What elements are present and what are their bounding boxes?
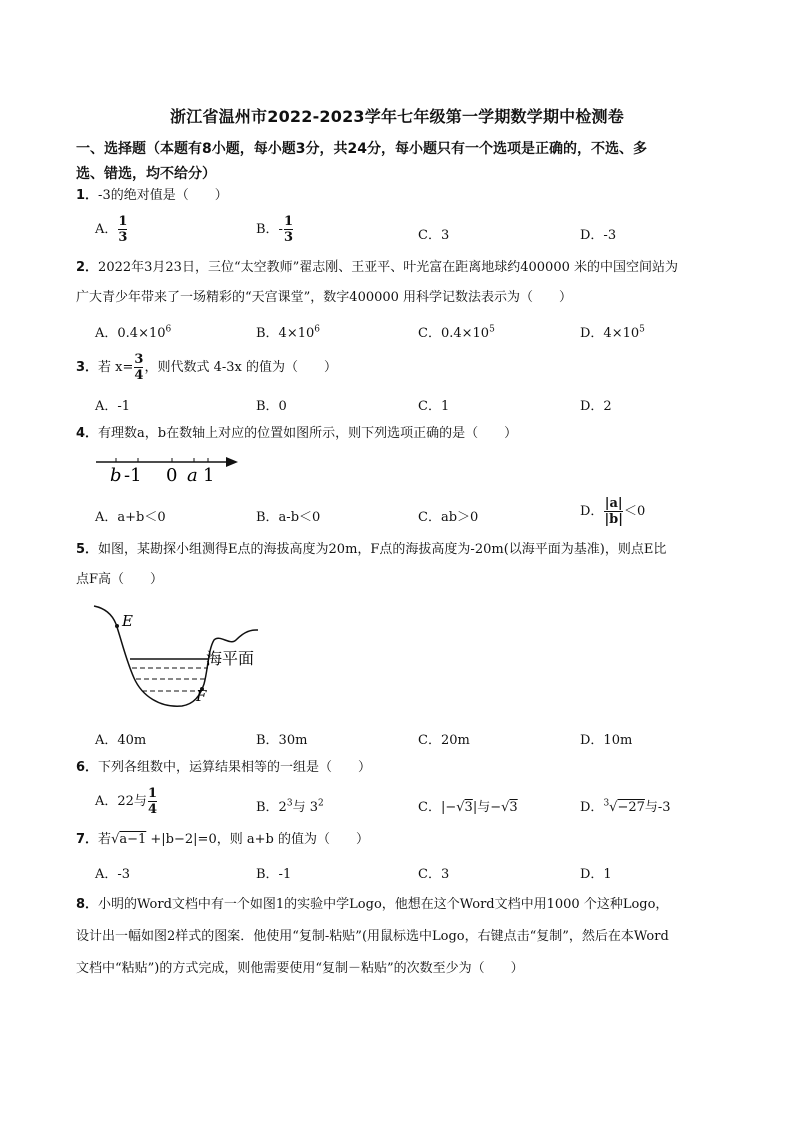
label-minus-one: -1 — [124, 465, 142, 486]
question-3: 3．若 x= $\frac{3}{4}$ ，则代数式 4-3x 的值为（ ） — [76, 352, 337, 383]
option-a: A．$0.4\times 10^6$ — [95, 324, 172, 341]
sqrt-symbol: √ — [111, 832, 120, 847]
question-number: 5． — [76, 542, 99, 557]
option-a: A．-3 — [95, 867, 131, 882]
option-c: C．1 — [418, 399, 450, 414]
question-text: 有理数a，b在数轴上对应的位置如图所示，则下列选项正确的是（ ） — [98, 426, 518, 441]
fraction: $\frac{1}{3}$ — [118, 214, 128, 245]
point-e — [115, 624, 119, 628]
label-sea-level: 海平面 — [206, 649, 255, 668]
option-d: D．-3 — [580, 228, 617, 243]
option-b: B．a-b＜0 — [256, 510, 321, 525]
label-b: b — [110, 465, 122, 486]
fraction: $\frac{1}{3}$ — [283, 214, 293, 245]
option-d: D． $\frac{|a|}{|b|}$ ＜0 — [580, 496, 646, 527]
page-title: 浙江省温州市2022-2023学年七年级第一学期数学期中检测卷 — [170, 107, 624, 126]
option-d: D．1 — [580, 867, 612, 882]
sqrt-symbol: √ — [609, 800, 618, 815]
option-c: C．3 — [418, 228, 450, 243]
question-8 — [76, 889, 756, 985]
option-c: C．|−√3|与−√3 — [418, 800, 518, 815]
fraction: $\frac{|a|}{|b|}$ — [604, 496, 623, 527]
sqrt-symbol: √ — [501, 800, 510, 815]
arrow-head — [226, 457, 238, 467]
option-a: A．22与 $\frac{1}{4}$ — [95, 786, 157, 817]
question-number: 7． — [76, 832, 99, 847]
option-b: B．30m — [256, 733, 308, 748]
option-a: A．a+b＜0 — [95, 510, 166, 525]
number-line-figure — [92, 450, 242, 488]
terrain-figure — [90, 598, 270, 716]
option-c: C．20m — [418, 733, 470, 748]
option-a: A． $\frac{1}{3}$ — [95, 214, 128, 245]
question-6 — [76, 753, 756, 783]
label-f: F — [196, 687, 207, 705]
question-number: 1． — [76, 188, 99, 203]
option-d: D．10m — [580, 733, 633, 748]
section-heading — [76, 137, 748, 187]
option-b: B．$2^3$与 $3^2$ — [256, 798, 324, 815]
question-text-line1: 如图，某勘探小组测得E点的海拔高度为20m，F点的海拔高度为-20m(以海平面为基准)，则点E比 — [98, 542, 667, 557]
label-e: E — [122, 612, 133, 630]
question-number: 8． — [76, 897, 99, 912]
option-b: B．-1 — [256, 867, 292, 882]
question-text-line1: 2022年3月23日，三位“太空教师”翟志刚、王亚平、叶光富在距离地球约400000 米的中国空间站为 — [98, 260, 678, 275]
question-5 — [76, 535, 756, 595]
question-text: -3的绝对值是（ ） — [98, 188, 228, 203]
label-one: 1 — [203, 465, 215, 486]
option-b: B．- $\frac{1}{3}$ — [256, 214, 293, 245]
question-text: 下列各组数中，运算结果相等的一组是（ ） — [98, 760, 372, 775]
label-a: a — [187, 465, 198, 486]
question-number: 2． — [76, 260, 99, 275]
option-a: A．-1 — [95, 399, 131, 414]
question-text-line2: 设计出一幅如图2样式的图案．他使用“复制-粘贴”(用鼠标选中Logo，右键点击“复制”，然后在本Word — [76, 929, 669, 944]
option-a: A．40m — [95, 733, 147, 748]
section-heading-line2: 选、错选，均不给分） — [76, 166, 216, 182]
question-4 — [76, 419, 756, 449]
option-c: C．$0.4\times 10^5$ — [418, 324, 495, 341]
option-d: D．$^3$√−27与-3 — [580, 798, 671, 815]
label-zero: 0 — [166, 465, 178, 486]
fraction: $\frac{3}{4}$ — [134, 352, 144, 383]
sqrt-symbol: √ — [456, 800, 465, 815]
question-2 — [76, 253, 756, 313]
question-text-line3: 文档中“粘贴”)的方式完成，则他需要使用“复制－粘贴”的次数至少为（ ） — [76, 961, 524, 976]
option-b: B．$4\times 10^6$ — [256, 324, 320, 341]
question-text-line1: 小明的Word文档中有一个如图1的实验中学Logo，他想在这个Word文档中用1000 个这种Logo， — [98, 897, 669, 912]
option-d: D．$4\times 10^5$ — [580, 324, 645, 341]
fraction: $\frac{1}{4}$ — [147, 786, 157, 817]
option-c: C．ab＞0 — [418, 510, 479, 525]
question-text-line2: 点F高（ ） — [76, 572, 164, 587]
question-1 — [76, 181, 756, 211]
option-d: D．2 — [580, 399, 612, 414]
option-c: C．3 — [418, 867, 450, 882]
question-number: 3． — [76, 360, 99, 375]
question-number: 4． — [76, 426, 99, 441]
question-text-line2: 广大青少年带来了一场精彩的“天宫课堂”，数字400000 用科学记数法表示为（ ） — [76, 290, 573, 305]
option-b: B．0 — [256, 399, 287, 414]
question-7: 7．若√a−1 +|b−2|=0，则 a+b 的值为（ ） — [76, 832, 369, 847]
question-number: 6． — [76, 760, 99, 775]
section-heading-line1: 一、选择题（本题有8小题，每小题3分，共24分，每小题只有一个选项是正确的，不选、多 — [76, 141, 647, 157]
